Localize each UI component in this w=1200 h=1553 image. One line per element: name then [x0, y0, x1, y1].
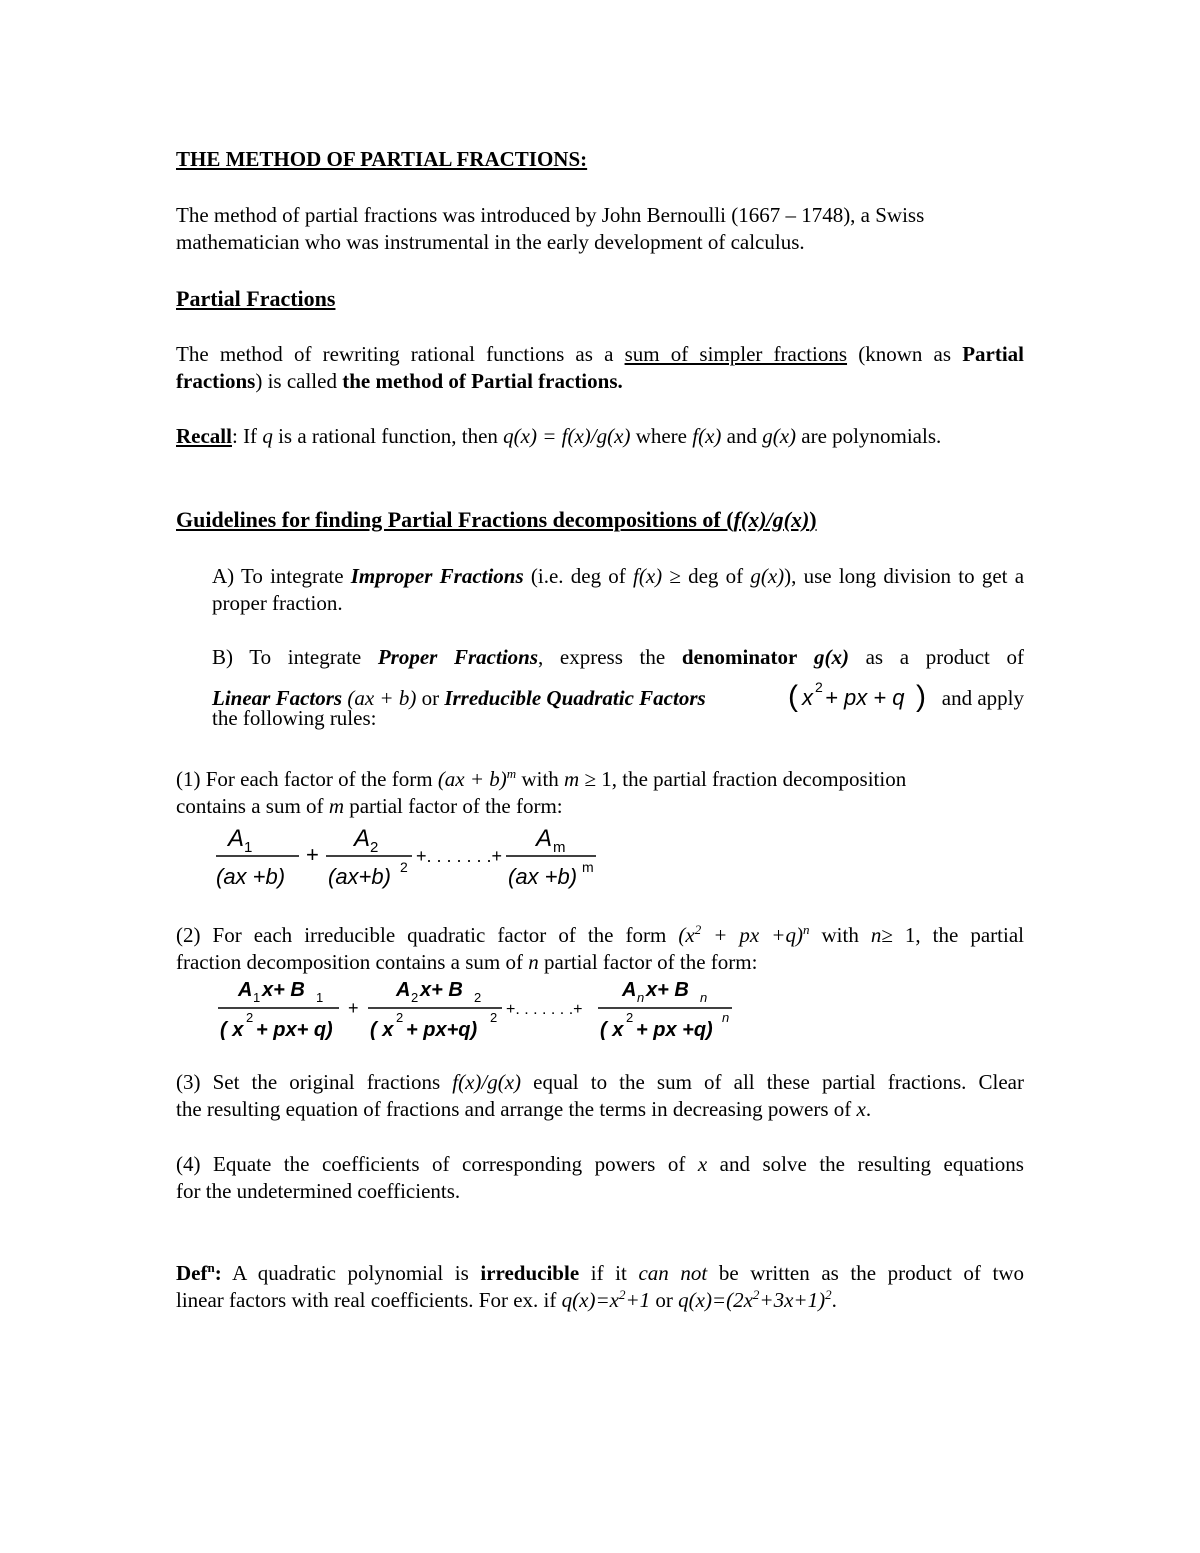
math-text: +1	[625, 1288, 651, 1312]
math-text: x	[697, 1152, 708, 1176]
denominator-start: ( x	[600, 1019, 624, 1041]
bold-italic-text: Proper Fractions	[377, 645, 539, 669]
text: fraction decomposition contains a sum of	[176, 950, 529, 974]
subscript: m	[553, 839, 566, 856]
text: A quadratic polynomial is	[221, 1261, 481, 1285]
subscript: n	[700, 990, 708, 1005]
bold-italic-text: Improper Fractions	[350, 564, 524, 588]
math-exponent: 2	[694, 922, 702, 937]
denominator: (ax +b)	[508, 864, 578, 889]
math-text: (ax + b)	[347, 686, 417, 710]
exponent: 2	[490, 1010, 498, 1025]
subscript: 2	[474, 990, 482, 1005]
text: (4) Equate the coefficients of corresponding powers of	[176, 1152, 698, 1176]
exponent: 2	[246, 1010, 254, 1025]
rule-1-line-1	[176, 766, 1024, 793]
exponent: n	[722, 1010, 730, 1025]
bold-text: Partial fractions	[176, 342, 1024, 393]
math-text: +3x+1)	[759, 1288, 826, 1312]
text: (1) For each factor of the form	[176, 767, 438, 791]
recall-paragraph	[176, 423, 1024, 450]
definition-line-2	[176, 1287, 1024, 1314]
text: B) To integrate	[212, 645, 378, 669]
section-heading-guidelines	[176, 506, 1024, 533]
denominator-rest: + px+ q)	[256, 1019, 333, 1041]
bold-italic-text: Irreducible Quadratic Factors	[444, 686, 706, 710]
text: as a product of	[848, 645, 1024, 669]
exponent: 2	[626, 1010, 634, 1025]
recall-label: Recall	[176, 424, 232, 448]
rule-3-line-1	[176, 1069, 1024, 1096]
definition-line-1	[176, 1260, 1024, 1287]
rule-4-line-1	[176, 1151, 1024, 1178]
bold-text: irreducible	[480, 1261, 580, 1285]
math-text: m	[328, 794, 344, 818]
plus-sign: +	[348, 998, 359, 1018]
bold-text: denominator	[681, 645, 798, 669]
math-text: f(x)	[633, 564, 663, 588]
text: partial factor of the form:	[343, 794, 563, 818]
heading-math: f(x)/g(x)	[733, 507, 810, 532]
ellipsis: +. . . . . . .+	[506, 1001, 583, 1018]
text: or	[650, 1288, 679, 1312]
numerator-A: A	[622, 979, 637, 1001]
rule-3	[176, 1069, 1024, 1123]
math-text: q	[262, 424, 273, 448]
text: with	[809, 923, 871, 947]
math-text: q(x) = f(x)/g(x)	[503, 424, 631, 448]
numerator-A: A	[536, 825, 553, 852]
denominator-start: ( x	[370, 1019, 394, 1041]
section-heading-partial-fractions: Partial Fractions	[176, 286, 336, 311]
math-exponent: n	[802, 922, 810, 937]
definition-label: Def	[176, 1261, 208, 1285]
text: A) To integrate	[212, 564, 351, 588]
text: The method of rewriting rational functions as a	[176, 342, 625, 366]
text: ≥ deg of	[662, 564, 751, 588]
math-text: + px +q)	[701, 923, 803, 947]
subscript: 2	[411, 990, 419, 1005]
math-exponent: 2	[752, 1287, 760, 1302]
text: with	[516, 767, 565, 791]
text: (known as	[847, 342, 963, 366]
partial-fractions-paragraph	[176, 341, 1024, 395]
subscript: n	[637, 990, 645, 1005]
math-text: q(x)=x	[561, 1288, 619, 1312]
math-text: q(x)=(2x	[678, 1288, 753, 1312]
exponent: 2	[400, 859, 408, 875]
math-text: n	[528, 950, 539, 974]
math-text: (ax + b)	[437, 767, 507, 791]
denominator-rest: + px+q)	[406, 1019, 478, 1041]
text: contains a sum of	[176, 794, 329, 818]
rule-1	[176, 766, 1024, 820]
text: ≥ 1, the partial fraction decomposition	[579, 767, 907, 791]
text: equal to the sum of all these partial fractions. Clear	[521, 1070, 1025, 1094]
math-text: f(x)/g(x)	[452, 1070, 522, 1094]
intro-paragraph	[176, 202, 1024, 256]
ellipsis: +. . . . . . .+	[416, 846, 503, 866]
guideline-a	[212, 563, 1024, 617]
heading-text: Guidelines for finding Partial Fractions decompositions of (	[176, 507, 734, 532]
exponent: 2	[396, 1010, 404, 1025]
text: ≥ 1, the partial	[881, 923, 1024, 947]
math-text: x	[856, 1097, 866, 1121]
text: .	[865, 1097, 872, 1121]
text: (2) For each irreducible quadratic factor of the form	[176, 923, 679, 947]
text: partial factor of the form:	[538, 950, 758, 974]
numerator-A: A	[228, 825, 245, 852]
intro-line-1: The method of partial fractions was introduced by John Bernoulli (1667 – 1748), a Swiss	[176, 203, 925, 227]
definition	[176, 1260, 1024, 1314]
subscript: 1	[316, 990, 324, 1005]
rule-4	[176, 1151, 1024, 1205]
bold-italic-text: Linear Factors	[212, 686, 343, 710]
text: ), use long division to get a proper fraction.	[212, 564, 1025, 615]
numerator-rest: x+ B	[262, 979, 305, 1001]
numerator-A: A	[238, 979, 253, 1001]
text: , express the	[538, 645, 682, 669]
math-exponent: 2	[825, 1287, 832, 1302]
denominator: (ax +b)	[216, 864, 286, 889]
denominator-rest: + px +q)	[636, 1019, 713, 1041]
page-title: THE METHOD OF PARTIAL FRACTIONS:	[176, 147, 588, 171]
text: : If	[231, 424, 263, 448]
text: and solve the resulting equations	[707, 1152, 1024, 1176]
rule-2-line-1	[176, 922, 1024, 949]
text: and apply	[941, 686, 1024, 710]
math-text: f(x)	[692, 424, 722, 448]
subscript: 2	[370, 839, 379, 856]
text: are polynomials.	[796, 424, 942, 448]
text: and	[721, 424, 763, 448]
bold-text: the method of Partial fractions.	[342, 369, 623, 393]
text: ) is called	[255, 369, 343, 393]
heading-text: )	[809, 507, 817, 532]
text: .	[831, 1288, 837, 1312]
rule-4-line-2: for the undetermined coefficients.	[176, 1179, 461, 1203]
math-exponent: 2	[618, 1287, 626, 1302]
math-text: n	[870, 923, 882, 947]
guideline-b-line-2	[212, 675, 1024, 715]
var-x: x	[802, 685, 813, 710]
definition-colon: :	[214, 1261, 222, 1285]
exponent: m	[582, 859, 594, 875]
math-text: m	[564, 767, 580, 791]
guideline-b-line-2-text	[212, 685, 706, 712]
close-paren: )	[916, 680, 926, 713]
intro-line-2: mathematician who was instrumental in the early development of calculus.	[176, 230, 805, 254]
denominator-start: ( x	[220, 1019, 244, 1041]
quadratic-factor-decomposition-formula	[176, 972, 756, 1048]
text: linear factors with real coefficients. For ex. if	[176, 1288, 562, 1312]
open-paren: (	[788, 680, 798, 713]
text: or	[416, 686, 445, 710]
text: the resulting equation of fractions and arrange the terms in decreasing powers of	[176, 1097, 857, 1121]
text: be written as the product of two	[707, 1261, 1025, 1285]
guideline-b-line-3: the following rules:	[212, 706, 377, 730]
text: where	[630, 424, 693, 448]
exponent-2: 2	[815, 679, 823, 695]
quadratic-rest: + px + q	[825, 685, 905, 710]
denominator: (ax+b)	[328, 864, 391, 889]
numerator-rest: x+ B	[646, 979, 689, 1001]
numerator-A: A	[354, 825, 371, 852]
guideline-b	[212, 644, 1024, 732]
subscript: 1	[244, 839, 253, 856]
linear-factor-decomposition-formula	[176, 816, 616, 896]
plus-sign: +	[306, 842, 319, 867]
quadratic-factor-formula	[786, 675, 936, 715]
numerator-rest: x+ B	[420, 979, 463, 1001]
text: if it	[579, 1261, 639, 1285]
subscript: 1	[253, 990, 261, 1005]
text: (3) Set the original fractions	[176, 1070, 453, 1094]
text: is a rational function, then	[272, 424, 504, 448]
underlined-text: sum of simpler fractions	[624, 342, 848, 366]
numerator-A: A	[396, 979, 411, 1001]
math-text: (x	[678, 923, 695, 947]
rule-3-line-2	[176, 1096, 1024, 1123]
text: (i.e. deg of	[523, 564, 633, 588]
italic-text: can not	[638, 1261, 708, 1285]
math-text: g(x)	[750, 564, 785, 588]
bold-italic-text: g(x)	[813, 645, 849, 669]
definition-label-sup: n	[207, 1260, 215, 1275]
math-text: g(x)	[762, 424, 797, 448]
guideline-b-line-1	[212, 644, 1024, 671]
math-exponent: m	[506, 766, 517, 781]
rule-2	[176, 922, 1024, 976]
text	[797, 645, 814, 669]
